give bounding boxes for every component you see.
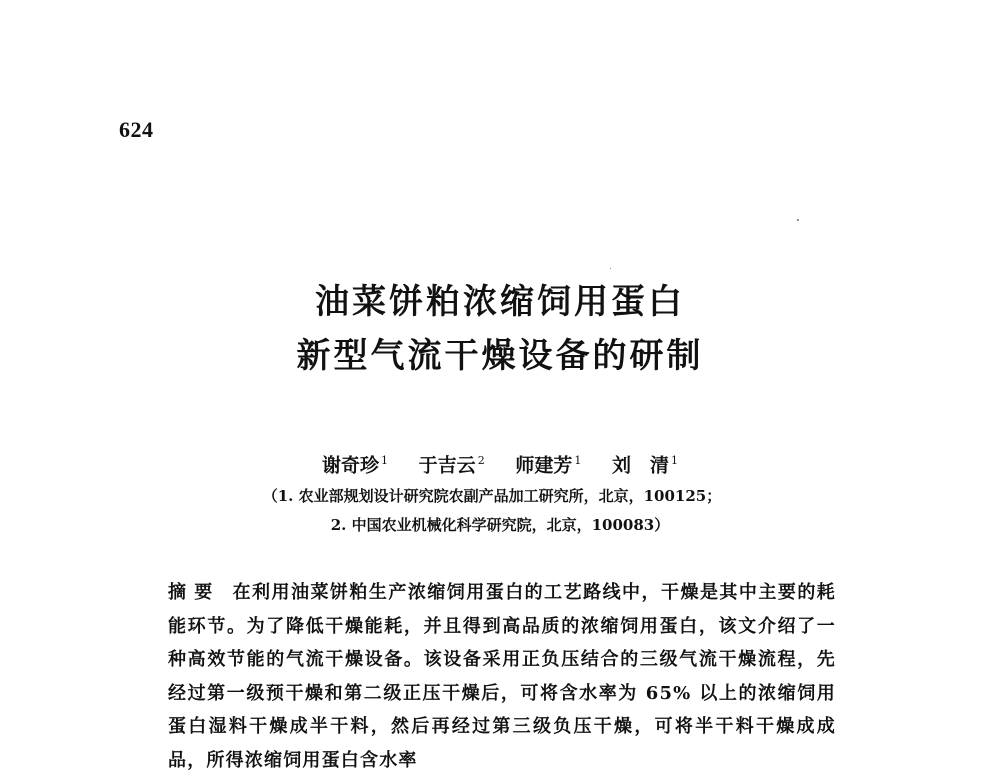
author-list [0, 446, 1000, 480]
author [612, 446, 678, 480]
abstract [168, 576, 836, 777]
author-affiliation-mark: 1 [574, 454, 582, 467]
author-affiliation-mark: 1 [381, 454, 389, 467]
author [322, 446, 388, 480]
abstract-label: 摘要 [168, 582, 221, 603]
author-name: 谢奇珍 [322, 454, 380, 477]
abstract-text: 在利用油菜饼粕生产浓缩饲用蛋白的工艺路线中，干燥是其中主要的耗能环节。为了降低干燥能耗，并且得到高品质的浓缩饲用蛋白，该文介绍了一种高效节能的气流干燥设备。该设备采用正负压结合的三级气流干燥流程，先经过第一级预干燥和第二级正压干燥后，可将含水率为 65% 以上的浓缩饲用蛋白湿料干燥成半干料，然后再经过第三级负压干燥，可将半干料干燥成成品，所得浓缩饲用蛋白含水率 [168, 582, 837, 771]
scan-speck [610, 268, 611, 269]
scan-speck [797, 219, 799, 221]
author [419, 446, 485, 480]
author-name: 刘 清 [611, 454, 669, 477]
author [515, 446, 581, 480]
paper-title-line-1: 油菜饼粕浓缩饲用蛋白 [315, 282, 685, 322]
affiliation-line-1: （1. 农业部规划设计研究院农副产品加工研究所，北京，100125； [262, 487, 722, 505]
page-number: 624 [119, 117, 154, 142]
author-affiliation-mark: 2 [477, 454, 485, 467]
paper-title-line-2: 新型气流干燥设备的研制 [296, 336, 704, 376]
affiliation-line-2: 2. 中国农业机械化科学研究院，北京，100083） [330, 516, 670, 534]
author-name: 于吉云 [418, 454, 476, 477]
author-affiliation-mark: 1 [670, 454, 678, 467]
author-name: 师建芳 [515, 454, 573, 477]
